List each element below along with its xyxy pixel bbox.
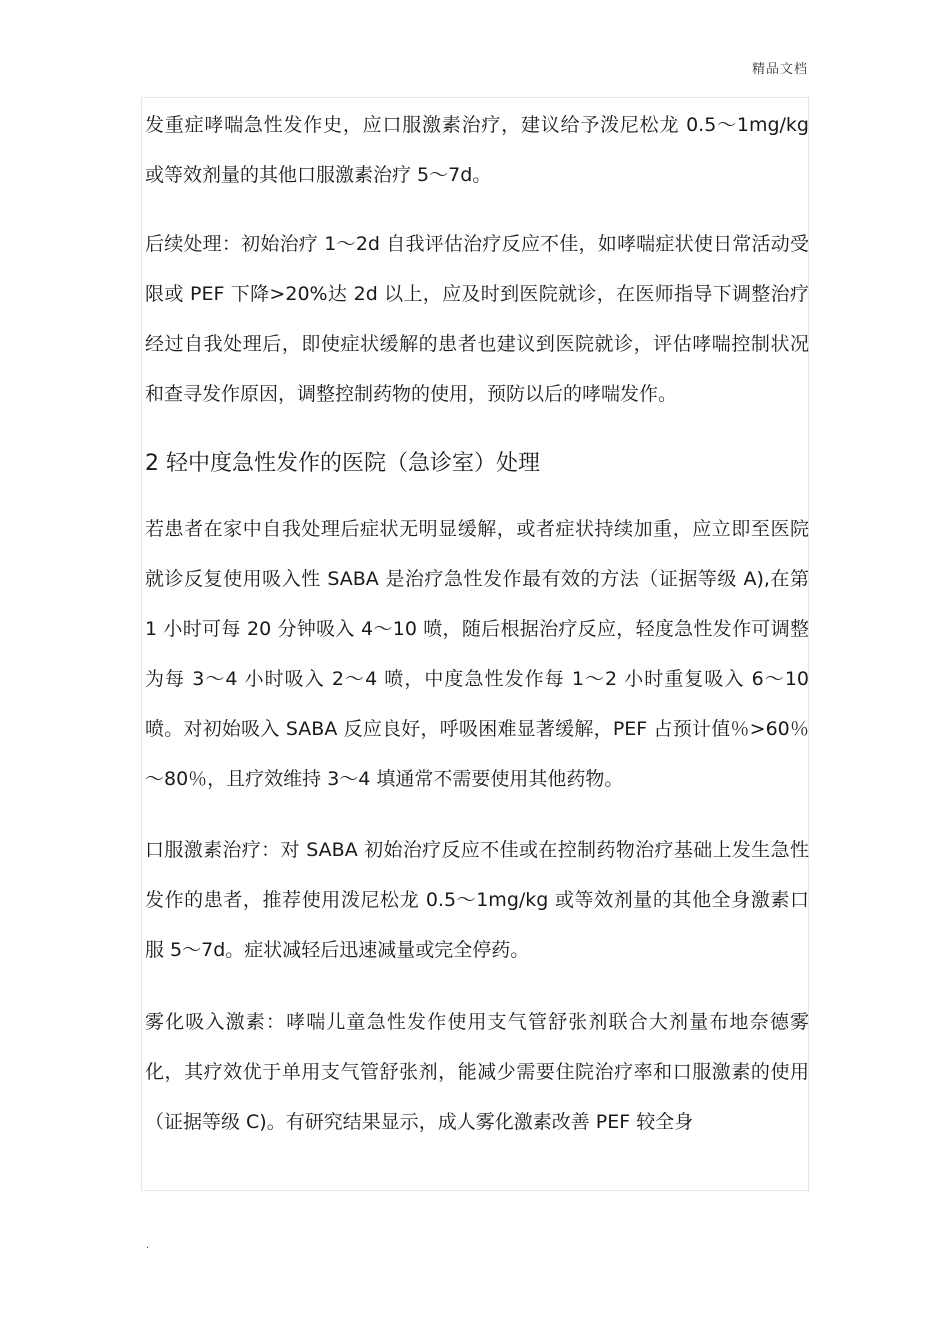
paragraph-oral-steroid-therapy: 口服激素治疗：对 SABA 初始治疗反应不佳或在控制药物治疗基础上发生急性发作的患者，推荐使用泼尼松龙 0.5～1mg/kg 或等效剂量的其他全身激素口服 5～7d。症状减轻后迅速减量或完全停药。 (145, 839, 809, 961)
paragraph-nebulized-steroid: 雾化吸入激素：哮喘儿童急性发作使用支气管舒张剂联合大剂量布地奈德雾化，其疗效优于单用支气管舒张剂，能减少需要住院治疗率和口服激素的使用（证据等级 C)。有研究结果显示，成人雾化激素改善 PEF 较全身 (145, 1011, 809, 1133)
section-heading: 2 轻中度急性发作的医院（急诊室）处理 (145, 451, 540, 476)
document-body (145, 100, 809, 1147)
paragraph-oral-steroid-history: 发重症哮喘急性发作史，应口服激素治疗，建议给予泼尼松龙 0.5～1mg/kg 或等效剂量的其他口服激素治疗 5～7d。 (145, 114, 809, 186)
paragraph-follow-up-treatment: 后续处理：初始治疗 1～2d 自我评估治疗反应不佳，如哮喘症状使日常活动受限或 PEF 下降>20%达 2d 以上，应及时到医院就诊，在医师指导下调整治疗经过自我处理后，即使症状缓解的患者也建议到医院就诊，评估哮喘控制状况和查寻发作原因，调整控制药物的使用，预防以后的哮喘发作。 (145, 233, 809, 405)
footer-dot: . (146, 1240, 150, 1251)
page-header-label: 精品文档 (751, 62, 808, 77)
paragraph-hospital-saba: 若患者在家中自我处理后症状无明显缓解，或者症状持续加重，应立即至医院就诊反复使用吸入性 SABA 是治疗急性发作最有效的方法（证据等级 A),在第 1 小时可每 20 分钟吸入 4～10 喷，随后根据治疗反应，轻度急性发作可调整为每 3～4 小时吸入 2～4 喷，中度急性发作每 1～2 小时重复吸入 6～10 喷。对初始吸入 SABA 反应良好，呼吸困难显著缓解，PEF 占预计值％>60％～80％，且疗效维持 3～4 填通常不需要使用其他药物。 (145, 518, 809, 790)
